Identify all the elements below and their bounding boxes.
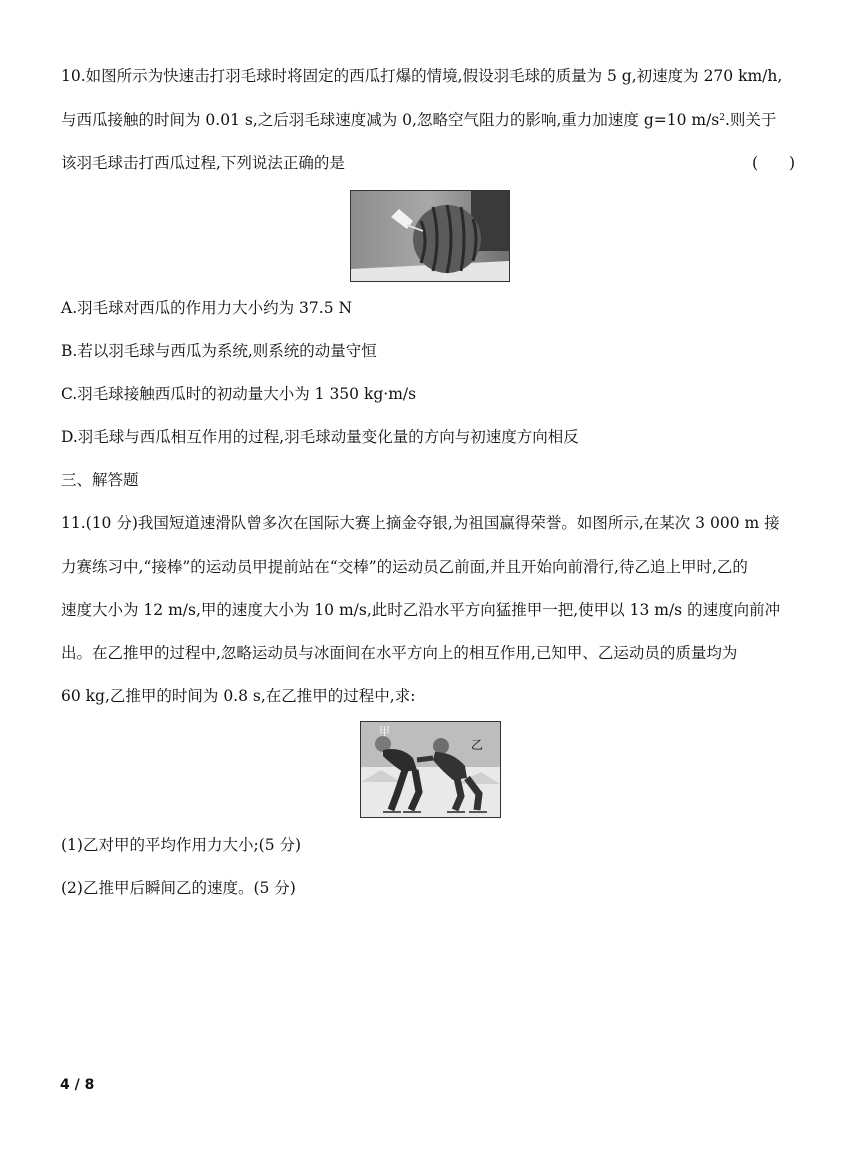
- q11-sub-question-1: (1)乙对甲的平均作用力大小;(5 分): [61, 836, 302, 854]
- q11-sub-question-2: (2)乙推甲后瞬间乙的速度。(5 分): [61, 879, 296, 897]
- q11-stem-line-2: 力赛练习中,“接棒”的运动员甲提前站在“交棒”的运动员乙前面,并且开始向前滑行,待乙追上甲时,乙的: [61, 558, 748, 576]
- q10-stem-line-1: 10.如图所示为快速击打羽毛球时将固定的西瓜打爆的情境,假设羽毛球的质量为 5 g,初速度为 270 km/h,: [61, 67, 783, 85]
- q10-option-c: C.羽毛球接触西瓜时的初动量大小为 1 350 kg·m/s: [61, 385, 417, 403]
- q11-stem-line-5: 60 kg,乙推甲的时间为 0.8 s,在乙推甲的过程中,求:: [61, 687, 416, 705]
- q10-option-d: D.羽毛球与西瓜相互作用的过程,羽毛球动量变化量的方向与初速度方向相反: [61, 428, 579, 446]
- q10-stem-line-3: 该羽毛球击打西瓜过程,下列说法正确的是: [61, 154, 345, 172]
- q11-stem-line-3: 速度大小为 12 m/s,甲的速度大小为 10 m/s,此时乙沿水平方向猛推甲一把,使甲以 13 m/s 的速度向前冲: [61, 601, 781, 619]
- label-jia: 甲: [379, 725, 390, 738]
- page-number: 4 / 8: [60, 1077, 95, 1093]
- q10-option-a: A.羽毛球对西瓜的作用力大小约为 37.5 N: [61, 299, 353, 317]
- label-yi: 乙: [471, 738, 484, 752]
- section-title: 三、解答题: [61, 471, 139, 489]
- q11-stem-line-1: 11.(10 分)我国短道速滑队曾多次在国际大赛上摘金夺银,为祖国赢得荣誉。如图所示,在某次 3 000 m 接: [61, 514, 780, 532]
- q10-stem-line-2: 与西瓜接触的时间为 0.01 s,之后羽毛球速度减为 0,忽略空气阻力的影响,重力加速度 g=10 $m/s^2$.则关于: [61, 111, 777, 129]
- q10-option-b: B.若以羽毛球与西瓜为系统,则系统的动量守恒: [61, 342, 377, 360]
- speed-skating-figure: [360, 721, 501, 818]
- answer-bracket: ( ): [752, 154, 796, 172]
- q11-stem-line-4: 出。在乙推甲的过程中,忽略运动员与冰面间在水平方向上的相互作用,已知甲、乙运动员的质量均为: [61, 644, 738, 662]
- watermelon-badminton-figure: [350, 190, 510, 282]
